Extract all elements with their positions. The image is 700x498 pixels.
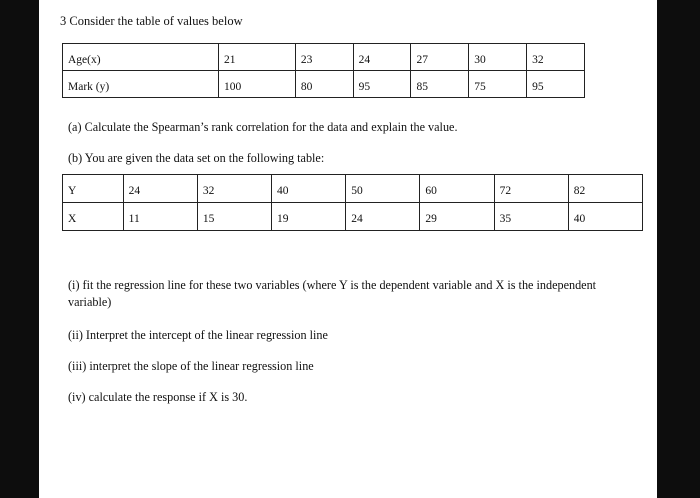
table-cell: 24 <box>353 44 411 71</box>
part-iii-text: (iii) interpret the slope of the linear regression line <box>68 359 314 373</box>
document-page <box>39 0 657 498</box>
table-cell: 40 <box>568 203 642 231</box>
table-cell: 80 <box>295 71 353 98</box>
table-cell: 95 <box>353 71 411 98</box>
table-cell: 27 <box>411 44 469 71</box>
table-row <box>63 71 585 98</box>
row-label-x: X <box>63 203 124 231</box>
table-cell: 35 <box>494 203 568 231</box>
table-cell: 40 <box>272 175 346 203</box>
table-row <box>63 175 643 203</box>
table-cell: 21 <box>218 44 295 71</box>
row-label-age: Age(x) <box>63 44 219 71</box>
table-cell: 29 <box>420 203 494 231</box>
table-row <box>63 44 585 71</box>
table-cell: 100 <box>218 71 295 98</box>
table-row <box>63 203 643 231</box>
y-x-table <box>62 174 643 231</box>
age-mark-table <box>62 43 585 98</box>
table-cell: 75 <box>469 71 527 98</box>
table-cell: 15 <box>197 203 271 231</box>
table-cell: 23 <box>295 44 353 71</box>
part-a-text: (a) Calculate the Spearman’s rank correlation for the data and explain the value. <box>68 120 458 134</box>
row-label-y: Y <box>63 175 124 203</box>
table-cell: 24 <box>123 175 197 203</box>
table-cell: 19 <box>272 203 346 231</box>
table-cell: 32 <box>197 175 271 203</box>
table-cell: 95 <box>527 71 585 98</box>
table-cell: 85 <box>411 71 469 98</box>
part-i-text: (i) fit the regression line for these two variables (where Y is the dependent variable and X is the independent variable) <box>68 278 597 309</box>
part-ii-text: (ii) Interpret the intercept of the linear regression line <box>68 328 328 342</box>
table-cell: 30 <box>469 44 527 71</box>
table-cell: 32 <box>527 44 585 71</box>
table-cell: 24 <box>346 203 420 231</box>
part-b-text: (b) You are given the data set on the following table: <box>68 151 325 165</box>
question-title: 3 Consider the table of values below <box>60 14 243 28</box>
row-label-mark: Mark (y) <box>63 71 219 98</box>
table-cell: 72 <box>494 175 568 203</box>
table-cell: 82 <box>568 175 642 203</box>
part-iv-text: (iv) calculate the response if X is 30. <box>68 390 248 404</box>
table-cell: 50 <box>346 175 420 203</box>
table-cell: 60 <box>420 175 494 203</box>
table-cell: 11 <box>123 203 197 231</box>
